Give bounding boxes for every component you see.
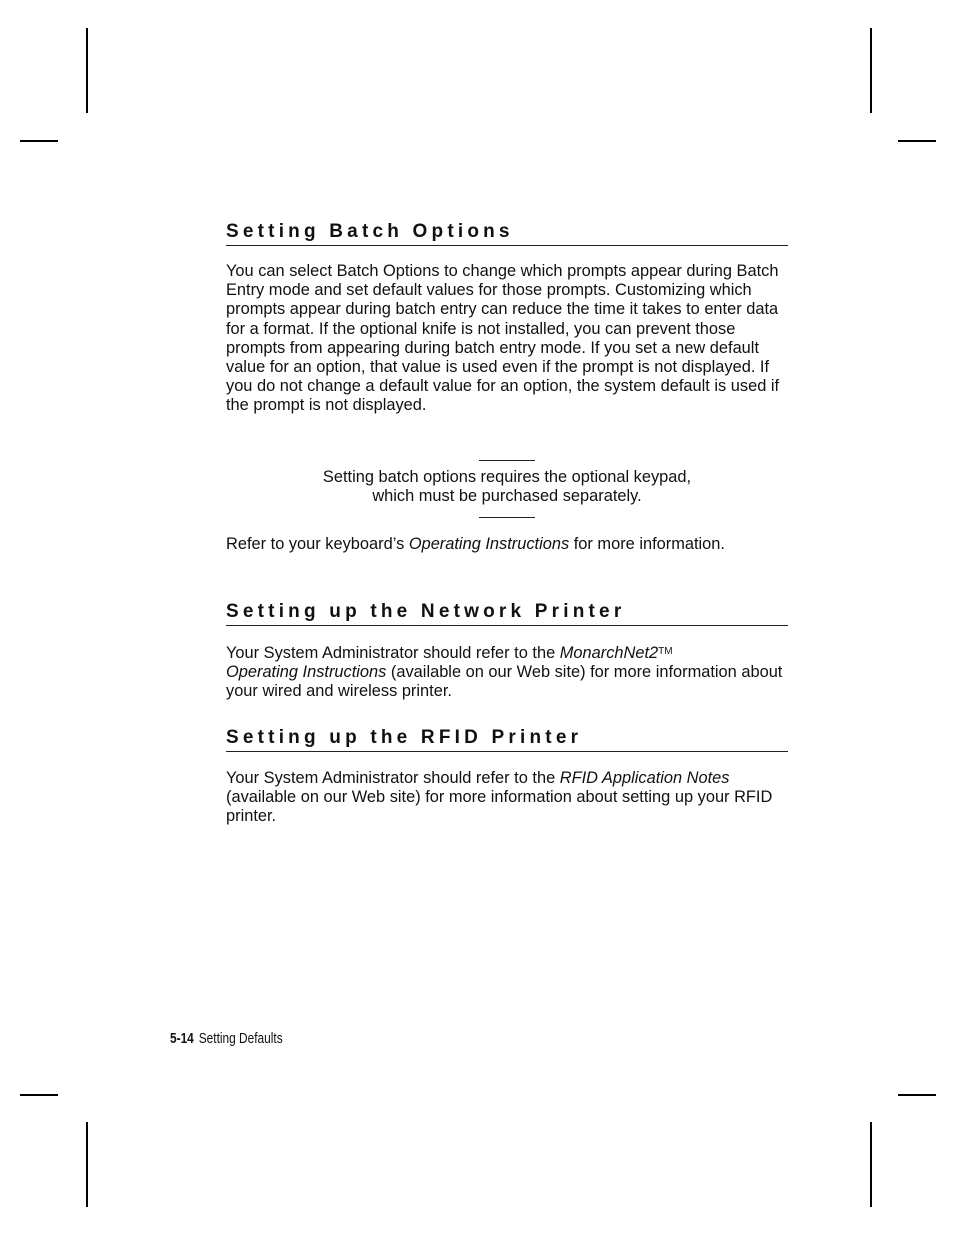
refer-paragraph xyxy=(226,535,791,554)
batch-options-paragraph: You can select Batch Options to change which prompts appear during Batch Entry mode and set default values for those prompts. Customizing which prompts appear during batch entry can reduce the time it takes to enter data for a format. If the optional knife is not installed, you can prevent those prompts from appearing during batch entry mode. If you set a new default value for an option, that value is used even if the prompt is not displayed. If you do not change a default value for an option, the system default is used if the prompt is not displayed. xyxy=(226,262,780,415)
page-footer xyxy=(170,1030,283,1048)
crop-mark-top-left-vertical xyxy=(86,28,88,113)
network-text-end: (available on our Web site) for more information about your wired and wireless printer. xyxy=(226,663,783,701)
network-printer-paragraph xyxy=(226,642,791,702)
keypad-note: Setting batch options requires the optional keypad, which must be purchased separately. xyxy=(322,468,692,506)
crop-mark-bottom-left-vertical xyxy=(86,1122,88,1207)
note-rule-top xyxy=(479,460,535,461)
note-rule-bottom xyxy=(479,517,535,518)
trademark-symbol: TM xyxy=(658,646,673,657)
page-number: 5-14 xyxy=(170,1031,194,1047)
refer-title: Operating Instructions xyxy=(408,535,570,553)
crop-mark-top-right-vertical xyxy=(870,28,872,113)
network-doc-title: MonarchNet2 xyxy=(559,644,659,662)
refer-text-start: Refer to your keyboard’s xyxy=(226,535,409,553)
network-doc-title-continued: Operating Instructions xyxy=(226,663,387,682)
refer-text-end: for more information. xyxy=(569,535,725,553)
crop-mark-bottom-right-horizontal xyxy=(898,1094,936,1096)
rfid-printer-paragraph xyxy=(226,769,791,827)
rfid-doc-title: RFID Application Notes xyxy=(559,769,730,787)
rfid-text-end: (available on our Web site) for more information about setting up your RFID printer. xyxy=(226,788,773,826)
chapter-title: Setting Defaults xyxy=(198,1031,283,1047)
crop-mark-top-left-horizontal xyxy=(20,140,58,142)
section-heading-network-printer: Setting up the Network Printer xyxy=(226,601,788,626)
crop-mark-bottom-right-vertical xyxy=(870,1122,872,1207)
crop-mark-top-right-horizontal xyxy=(898,140,936,142)
network-text-start: Your System Administrator should refer to the xyxy=(226,644,560,662)
section-heading-batch-options: Setting Batch Options xyxy=(226,221,788,246)
rfid-text-start: Your System Administrator should refer to the xyxy=(226,769,560,787)
crop-mark-bottom-left-horizontal xyxy=(20,1094,58,1096)
section-heading-rfid-printer: Setting up the RFID Printer xyxy=(226,727,788,752)
